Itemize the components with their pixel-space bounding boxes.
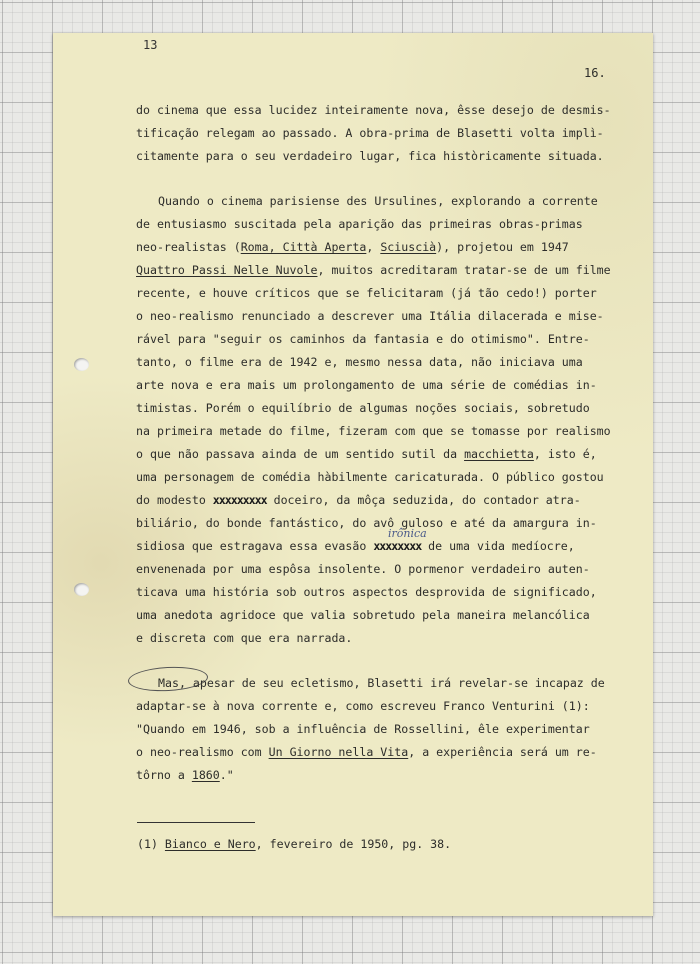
footnote: (1) Bianco e Nero, fevereiro de 1950, pg. 38. (137, 837, 452, 851)
paragraph-gap (136, 168, 616, 190)
text-line: ticava uma história sob outros aspectos desprovida de significado, (136, 585, 597, 599)
text-line: do cinema que essa lucidez inteiramente nova, êsse desejo de desmis- (136, 103, 611, 117)
text-line: sidiosa que estragava essa evasão xxxxxxxx de uma vida medíocre, (136, 539, 575, 553)
text-line: uma personagem de comédia hàbilmente caricaturada. O público gostou (136, 470, 604, 484)
text-line: adaptar-se à nova corrente e, como escreveu Franco Venturini (1): (136, 699, 590, 713)
text-line: e discreta com que era narrada. (136, 631, 353, 645)
punch-hole (74, 358, 89, 371)
text-line: na primeira metade do filme, fizeram com que se tomasse por realismo (136, 424, 611, 438)
text-line: o que não passava ainda de um sentido sutil da macchietta, isto é, (136, 447, 597, 461)
text-line: rável para "seguir os caminhos da fantasia e do otimismo". Entre- (136, 332, 590, 346)
text-line: recente, e houve críticos que se felicitaram (já tão cedo!) porter (136, 286, 597, 300)
text-line: biliário, do bonde fantástico, do avô guloso e até da amargura in- (136, 516, 597, 530)
handwritten-annotation: irônica (388, 527, 427, 540)
text-line: "Quando em 1946, sob a influência de Rossellini, êle experimentar (136, 722, 590, 736)
text-line: o neo-realismo renunciado a descrever uma Itália dilacerada e mise- (136, 309, 604, 323)
text-line: tificação relegam ao passado. A obra-prima de Blasetti volta implì- (136, 126, 604, 140)
text-line: Quattro Passi Nelle Nuvole, muitos acreditaram tratar-se de um filme (136, 263, 611, 277)
text-line: arte nova e era mais um prolongamento de uma série de comédias in- (136, 378, 597, 392)
document-page (53, 33, 653, 916)
body-text (136, 99, 616, 787)
punch-hole (74, 583, 89, 596)
text-line: Mas, apesar de seu ecletismo, Blasetti irá revelar-se incapaz de (158, 676, 605, 690)
text-line: do modesto xxxxxxxxx doceiro, da môça seduzida, do contador atra- (136, 493, 581, 507)
text-line: o neo-realismo com Un Giorno nella Vita, a experiência será um re- (136, 745, 597, 759)
footnote-rule (137, 822, 255, 823)
text-line: Quando o cinema parisiense des Ursulines, explorando a corrente (158, 194, 598, 208)
text-line: citamente para o seu verdadeiro lugar, fica històricamente situada. (136, 149, 604, 163)
page-number: 16. (584, 66, 606, 80)
text-line: de entusiasmo suscitada pela aparição das primeiras obras-primas (136, 217, 583, 231)
text-line: uma anedota agridoce que valia sobretudo pela maneira melancólica (136, 608, 590, 622)
text-line: neo-realistas (Roma, Città Aperta, Sciuscià), projetou em 1947 (136, 240, 569, 254)
text-line: tôrno a 1860." (136, 768, 234, 782)
text-line: envenenada por uma espôsa insolente. O pormenor verdadeiro auten- (136, 562, 590, 576)
corner-number: 13 (143, 38, 158, 52)
paragraph-gap (136, 650, 616, 672)
text-line: tanto, o filme era de 1942 e, mesmo nessa data, não iniciava uma (136, 355, 583, 369)
text-line: timistas. Porém o equilíbrio de algumas noções sociais, sobretudo (136, 401, 590, 415)
